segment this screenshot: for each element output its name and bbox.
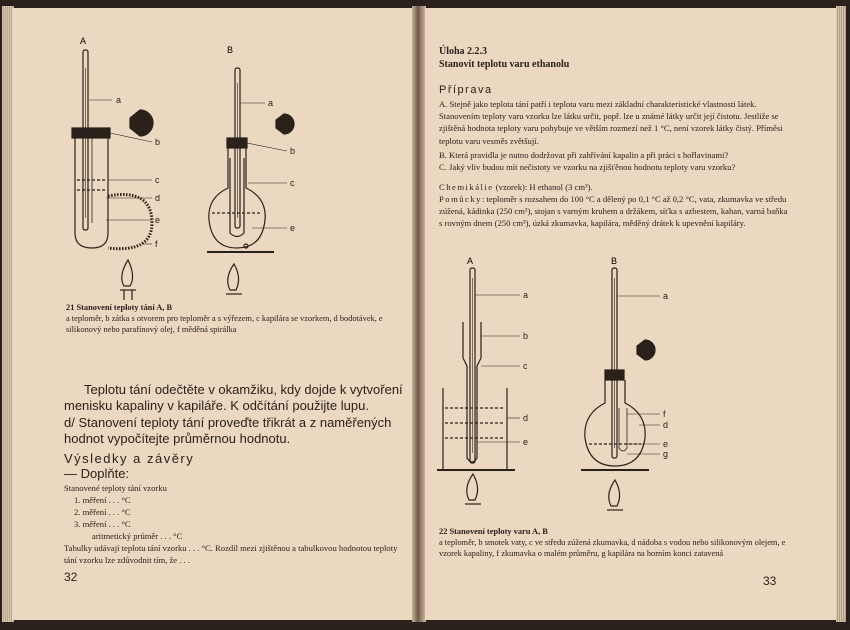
aids-label: Pomůcky — [439, 194, 482, 204]
chem-label: Chemikálie — [439, 182, 494, 192]
caption-title: 22 Stanovení teploty varu A, B — [439, 527, 548, 536]
svg-text:e: e — [523, 437, 529, 447]
svg-text:b: b — [523, 331, 529, 341]
svg-text:c: c — [155, 175, 160, 185]
svg-text:e: e — [663, 439, 669, 449]
paragraph-repeat: d/ Stanovení teploty tání proveďte třikrát a z naměřených hodnot vypočítejte průměrnou hodnotu. — [64, 415, 392, 446]
caption-text: a teploměr, b smotek vaty, c ve středu zúžená zkumavka, d nádoba s vodou nebo silikonovým olejem, e vzorek kapaliny, f zkumavka o malém průměru, g kapilára na horním konci zatavená — [439, 538, 786, 558]
svg-text:d: d — [523, 413, 529, 423]
fig22-label-A: A — [467, 256, 474, 266]
fig21-label-B: B — [227, 45, 234, 55]
book-gutter — [412, 6, 426, 622]
figure-21-caption — [66, 302, 406, 335]
fig21-label-A: A — [80, 36, 87, 46]
chem-text: (vzorek): H ethanol (3 cm³). — [495, 182, 593, 192]
prep-C: C. Jaký vliv budou mít nečistoty ve vzorku na zjišťěnou hodnotu teploty varu vzorku? — [439, 162, 736, 172]
svg-text:a: a — [268, 98, 274, 108]
aids — [439, 193, 789, 230]
svg-text:f: f — [155, 239, 158, 249]
results-heading: Výsledky a závěry — [64, 451, 195, 466]
svg-text:a: a — [663, 291, 669, 301]
task-title: Stanovit teplotu varu ethanolu — [439, 59, 570, 70]
svg-text:e: e — [290, 223, 296, 233]
svg-text:a: a — [523, 290, 529, 300]
prep-heading: Příprava — [439, 84, 493, 96]
svg-text:d: d — [155, 193, 161, 203]
figure-21 — [12, 8, 414, 308]
svg-text:c: c — [290, 178, 295, 188]
page-number-left: 32 — [64, 570, 78, 584]
svg-text:b: b — [290, 146, 296, 156]
prep-B: B. Která pravidla je nutno dodržovat při zahřívání kapalin a při práci s hořlavinami? — [439, 150, 729, 160]
fig22-label-B: B — [611, 256, 618, 266]
aids-text: : teploměr s rozsahem do 100 °C a dělený po 0,1 °C až 0,2 °C, vata, zkumavka ve středu zúžená, kádinka (250 cm³), stojan s varným kruhem a držákem, síťka s azbestem, kahan, varná baňka s rovným dnem (250 cm³), úzká zkumavka, kapilára, měděný drátek k upevnění kapiláry. — [439, 194, 788, 229]
task-number: Úloha 2.2.3 — [439, 46, 488, 57]
left-page — [12, 8, 414, 620]
svg-text:a: a — [116, 95, 122, 105]
svg-text:e: e — [155, 215, 161, 225]
fill-in-label: — Doplňte: — [64, 466, 130, 481]
measurement-2: 2. měření . . . °C — [74, 507, 131, 517]
figure-22 — [425, 248, 837, 520]
sample-title: Stanovené teploty tání vzorku — [64, 483, 167, 493]
svg-text:f: f — [663, 409, 666, 419]
svg-text:g: g — [663, 449, 669, 459]
caption-title: 21 Stanovení teploty tání A, B — [66, 303, 173, 312]
svg-text:b: b — [155, 137, 161, 147]
page-edge-right — [836, 6, 846, 622]
mean-value: aritmetický průměr . . . °C — [92, 531, 183, 541]
measurement-1: 1. měření . . . °C — [74, 495, 131, 505]
paragraph-meniscus: Teplotu tání odečtěte v okamžiku, kdy dojde k vytvoření menisku kapaliny v kapiláře. K odčítání použijte lupu. — [64, 382, 403, 413]
svg-text:d: d — [663, 420, 669, 430]
caption-text: a teploměr, b zátka s otvorem pro teploměr a s výřezem, c kapilára se vzorkem, d bodotávek, e silikonový nebo parafínový olej, f měděná spirálka — [66, 314, 383, 334]
svg-text:c: c — [523, 361, 528, 371]
right-page — [425, 8, 837, 620]
page-number-right: 33 — [763, 574, 777, 588]
chemicals — [439, 181, 789, 193]
prep-A: A. Stejně jako teplota tání patří i teplota varu mezi základní charakteristické vlastnosti látek. Stanovením teploty varu vzorku lze látku určit, popř. lze u známé látky určit její čistotu. Jestliže se zjištěná hodnota teploty varu pohybuje ve větším rozmezí než 1 °C, není vzorek látky čistý. Příměsi teplotu varu vesměs zvětšují. — [439, 99, 783, 146]
measurement-3: 3. měření . . . °C — [74, 519, 131, 529]
closing-text: Tabulky udávají teplotu tání vzorku . . . °C. Rozdíl mezi zjištěnou a tabulkovou hodnotou teploty tání vzorku lze zdůvodnit tím, že . . . — [64, 543, 398, 566]
figure-22-caption — [439, 526, 794, 559]
